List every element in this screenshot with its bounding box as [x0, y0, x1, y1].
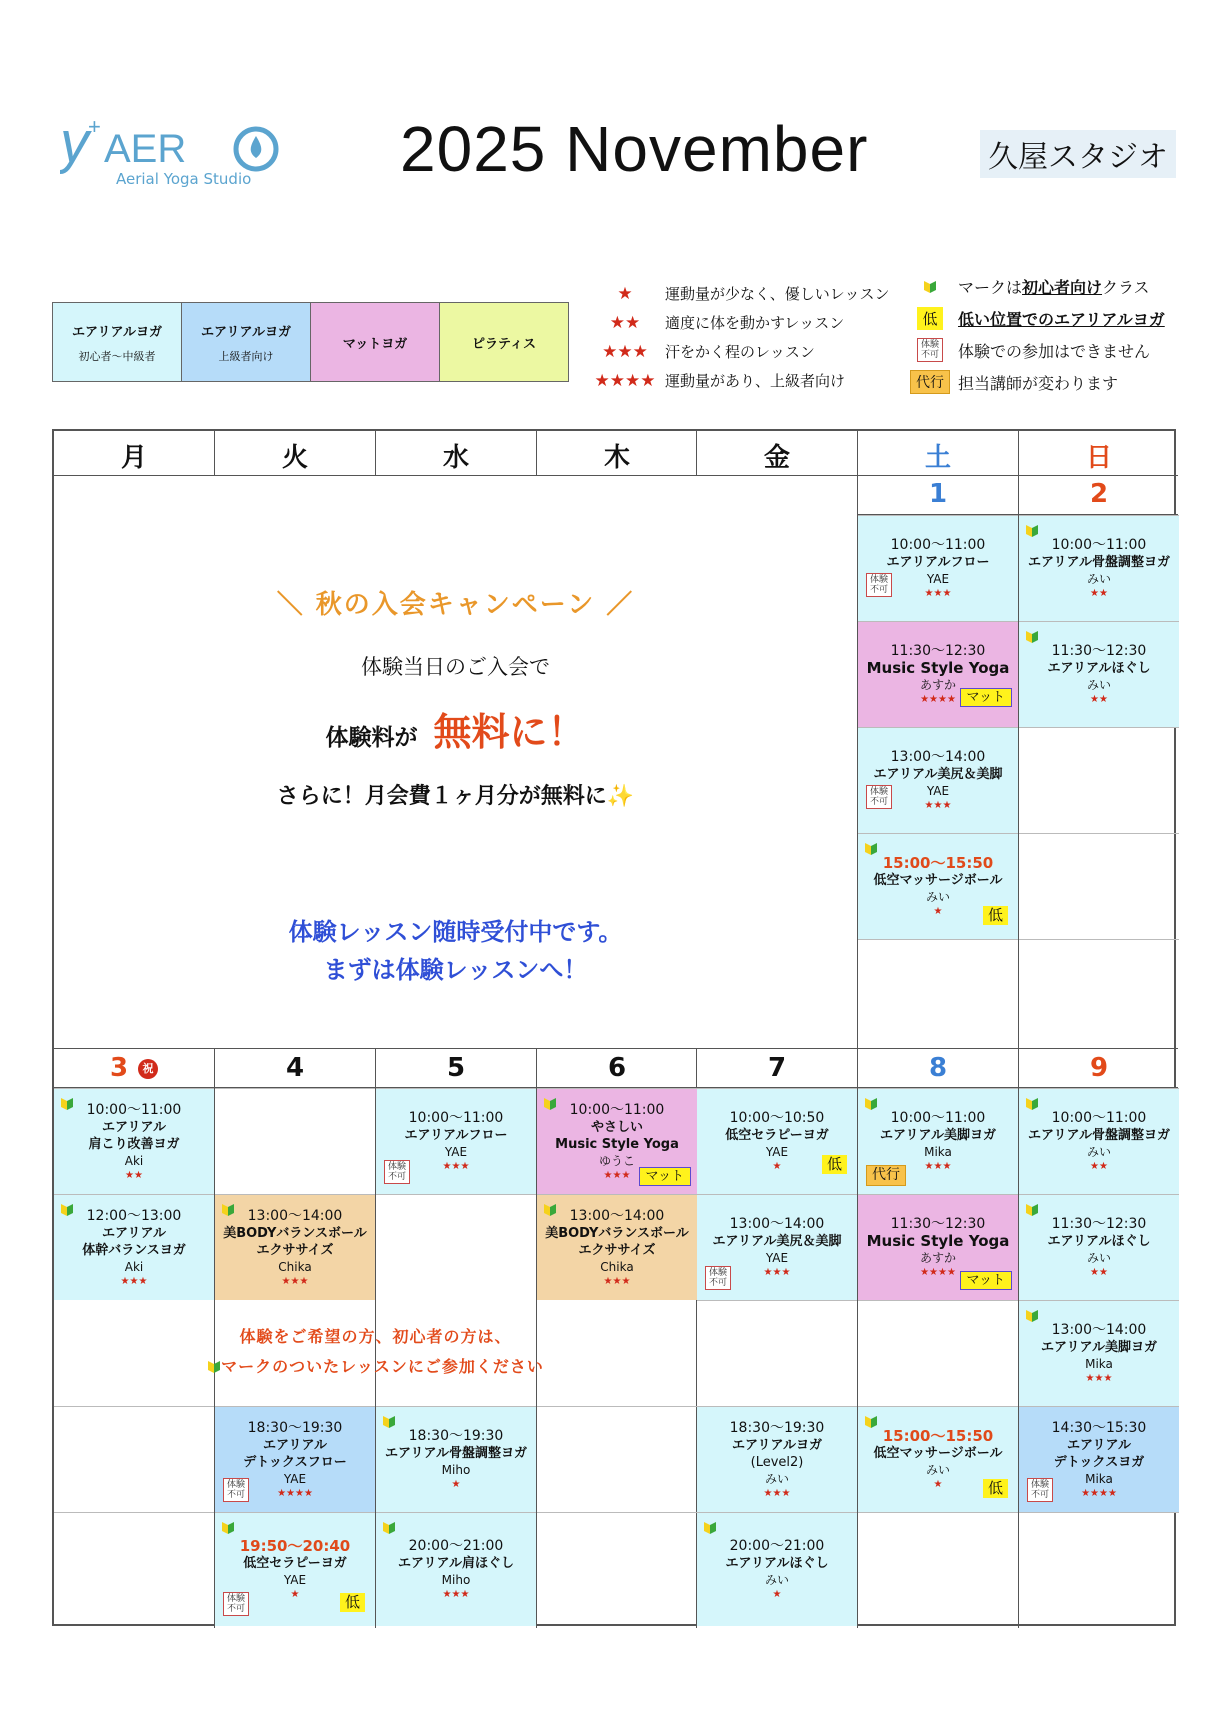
- legend-pilates: ピラティス: [440, 303, 568, 381]
- empty-slot: [1019, 727, 1179, 833]
- beginner-note: 体験をご希望の方、初心者の方は、 マークのついたレッスンにご参加ください: [54, 1300, 697, 1406]
- beginner-leaf-icon: [864, 1095, 878, 1111]
- lesson-card[interactable]: 10:00〜10:50 低空セラピーヨガ YAE ★ 低: [697, 1088, 857, 1194]
- svg-text:y: y: [60, 112, 89, 175]
- calendar-grid: [52, 429, 1176, 1626]
- svg-text:+: +: [88, 114, 101, 139]
- beginner-leaf-icon: [543, 1201, 557, 1217]
- no-trial-badge: 体験不可: [223, 1478, 249, 1502]
- beginner-leaf-icon: [703, 1519, 717, 1535]
- day-1: 1: [928, 479, 948, 509]
- dow-sun: 日: [1085, 443, 1112, 473]
- day-2: 2: [1089, 479, 1109, 509]
- studio-logo: [60, 112, 290, 192]
- campaign-line3: さらに！月会費１ヶ月分が無料に✨: [276, 784, 635, 809]
- empty-slot: [54, 1512, 214, 1626]
- stars-legend: ★ 運動量が少なく、優しいレッスン ★★ 適度に体を動かすレッスン ★★★ 汗をかく程のレッスン ★★★★ 運動量があり、上級者向け: [594, 283, 890, 391]
- dow-thu: 木: [603, 443, 630, 473]
- substitute-badge: 代行: [910, 370, 950, 394]
- lesson-card[interactable]: 13:00〜14:00 美BODYバランスボール エクササイズ Chika ★★★: [537, 1194, 697, 1300]
- lesson-card[interactable]: 10:00〜11:00 やさしい Music Style Yoga ゆうこ ★★★ マット: [537, 1088, 697, 1194]
- beginner-leaf-icon: [1025, 1095, 1039, 1111]
- beginner-leaf-icon: [207, 1358, 221, 1374]
- day-5: 5: [446, 1053, 466, 1083]
- lesson-card[interactable]: 19:50〜20:40 低空セラピーヨガ YAE ★ 体験不可 低: [215, 1512, 375, 1626]
- low-badge: 低: [822, 1155, 847, 1174]
- lesson-card[interactable]: 13:00〜14:00 エアリアル美脚ヨガ Mika ★★★: [1019, 1300, 1179, 1406]
- lesson-card[interactable]: 11:30〜12:30 Music Style Yoga あすか ★★★★ マット: [858, 621, 1018, 727]
- beginner-leaf-icon: [864, 1413, 878, 1429]
- page-title: 2025 November: [400, 113, 869, 185]
- lesson-card[interactable]: 18:30〜19:30 エアリアル デトックスフロー YAE ★★★★ 体験不可: [215, 1406, 375, 1512]
- beginner-leaf-icon: [1025, 1201, 1039, 1217]
- beginner-leaf-icon: [221, 1201, 235, 1217]
- dow-fri: 金: [763, 443, 790, 473]
- legend-aerial-basic: エアリアルヨガ 初心者〜中級者: [53, 303, 182, 381]
- beginner-leaf-icon: [382, 1413, 396, 1429]
- svg-text:AER: AER: [104, 127, 187, 171]
- no-trial-badge: 体験不可: [705, 1266, 731, 1290]
- empty-slot: [1019, 833, 1179, 939]
- dow-tue: 火: [281, 443, 308, 473]
- substitute-badge: 代行: [866, 1165, 906, 1186]
- empty-slot: [54, 1406, 214, 1512]
- lesson-card[interactable]: 13:00〜14:00 エアリアル美尻＆美脚 YAE ★★★ 体験不可: [858, 727, 1018, 833]
- day-4: 4: [285, 1053, 305, 1083]
- holiday-mark-icon: 祝: [138, 1059, 158, 1079]
- svg-text:Aerial Yoga Studio: Aerial Yoga Studio: [116, 170, 252, 188]
- lesson-card[interactable]: 10:00〜11:00 エアリアルフロー YAE ★★★ 体験不可: [376, 1088, 536, 1194]
- class-color-legend: [52, 302, 569, 382]
- beginner-leaf-icon: [864, 840, 878, 856]
- campaign-line4: 体験レッスン随時受付中です。 まずは体験レッスンへ！: [288, 918, 623, 984]
- mat-badge: マット: [960, 1271, 1012, 1290]
- beginner-leaf-icon: [543, 1095, 557, 1111]
- empty-slot: [537, 1512, 697, 1626]
- dow-mon: 月: [120, 443, 147, 473]
- beginner-leaf-icon: [1025, 628, 1039, 644]
- lesson-card[interactable]: 12:00〜13:00 エアリアル 体幹バランスヨガ Aki ★★★: [54, 1194, 214, 1300]
- lesson-card[interactable]: 13:00〜14:00 美BODYバランスボール エクササイズ Chika ★★★: [215, 1194, 375, 1300]
- empty-slot: [1019, 1512, 1179, 1626]
- beginner-leaf-icon: [60, 1201, 74, 1217]
- day-3: 3 祝: [54, 1053, 214, 1083]
- lesson-card[interactable]: 15:00〜15:50 低空マッサージボール みい ★ 低: [858, 1406, 1018, 1512]
- lesson-card[interactable]: 11:30〜12:30 Music Style Yoga あすか ★★★★ マット: [858, 1194, 1018, 1300]
- lesson-card[interactable]: 11:30〜12:30 エアリアルほぐし みい ★★: [1019, 621, 1179, 727]
- no-trial-badge: 体験不可: [384, 1160, 410, 1184]
- no-trial-badge: 体験不可: [223, 1592, 249, 1616]
- studio-name: 久屋スタジオ: [980, 130, 1176, 178]
- lesson-card[interactable]: 10:00〜11:00 エアリアル 肩こり改善ヨガ Aki ★★: [54, 1088, 214, 1194]
- campaign-panel: [54, 511, 857, 1031]
- beginner-leaf-icon: [923, 278, 937, 294]
- lesson-card[interactable]: 10:00〜11:00 エアリアル骨盤調整ヨガ みい ★★: [1019, 1088, 1179, 1194]
- beginner-leaf-icon: [60, 1095, 74, 1111]
- lesson-card[interactable]: 18:30〜19:30 エアリアルヨガ (Level2) みい ★★★: [697, 1406, 857, 1512]
- dow-sat: 土: [924, 443, 951, 473]
- beginner-leaf-icon: [1025, 522, 1039, 538]
- lesson-card[interactable]: 20:00〜21:00 エアリアルほぐし みい ★: [697, 1512, 857, 1626]
- campaign-line1: 体験当日のご入会で: [361, 655, 550, 679]
- no-trial-badge: 体験不可: [1027, 1478, 1053, 1502]
- dow-wed: 水: [442, 443, 469, 473]
- empty-slot: [215, 1088, 375, 1194]
- campaign-line2: 体験料が 無料に！: [325, 710, 586, 754]
- empty-slot: [858, 1300, 1018, 1406]
- beginner-leaf-icon: [221, 1519, 235, 1535]
- low-badge: 低: [983, 1479, 1008, 1498]
- no-trial-badge: 体験不可: [917, 338, 943, 362]
- no-trial-badge: 体験不可: [866, 573, 892, 597]
- empty-slot: [858, 939, 1018, 1048]
- lesson-card[interactable]: 18:30〜19:30 エアリアル骨盤調整ヨガ Miho ★: [376, 1406, 536, 1512]
- day-9: 9: [1089, 1053, 1109, 1083]
- day-8: 8: [928, 1053, 948, 1083]
- legend-mat-yoga: マットヨガ: [311, 303, 440, 381]
- mat-badge: マット: [960, 688, 1012, 707]
- mat-badge: マット: [639, 1167, 691, 1186]
- legend-aerial-advanced: エアリアルヨガ 上級者向け: [182, 303, 311, 381]
- empty-slot: [376, 1194, 536, 1300]
- no-trial-badge: 体験不可: [866, 785, 892, 809]
- lesson-card[interactable]: 10:00〜11:00 エアリアル骨盤調整ヨガ みい ★★: [1019, 515, 1179, 621]
- low-badge: 低: [340, 1593, 365, 1612]
- lesson-card[interactable]: 11:30〜12:30 エアリアルほぐし みい ★★: [1019, 1194, 1179, 1300]
- lesson-card[interactable]: 14:30〜15:30 エアリアル デトックスヨガ Mika ★★★★ 体験不可: [1019, 1406, 1179, 1512]
- empty-slot: [697, 1300, 857, 1406]
- low-badge: 低: [917, 307, 942, 330]
- lesson-card[interactable]: 13:00〜14:00 エアリアル美尻＆美脚 YAE ★★★ 体験不可: [697, 1194, 857, 1300]
- marks-legend: マークは 初心者向け クラス 低 低い位置でのエアリアルヨガ 体験不可 体験での参加はできません 代行 担当講師が変わります: [902, 270, 1165, 398]
- low-badge: 低: [983, 906, 1008, 925]
- day-7: 7: [767, 1053, 787, 1083]
- lesson-card[interactable]: 10:00〜11:00 エアリアル美脚ヨガ Mika ★★★ 代行: [858, 1088, 1018, 1194]
- campaign-heading: ＼ 秋の入会キャンペーン ／: [276, 590, 635, 620]
- lesson-card[interactable]: 20:00〜21:00 エアリアル肩ほぐし Miho ★★★: [376, 1512, 536, 1626]
- day-6: 6: [607, 1053, 627, 1083]
- lesson-card[interactable]: 15:00〜15:50 低空マッサージボール みい ★ 低: [858, 833, 1018, 939]
- empty-slot: [1019, 939, 1179, 1048]
- empty-slot: [858, 1512, 1018, 1626]
- beginner-leaf-icon: [382, 1519, 396, 1535]
- lesson-card[interactable]: 10:00〜11:00 エアリアルフロー YAE ★★★ 体験不可: [858, 515, 1018, 621]
- empty-slot: [537, 1406, 697, 1512]
- beginner-leaf-icon: [1025, 1307, 1039, 1323]
